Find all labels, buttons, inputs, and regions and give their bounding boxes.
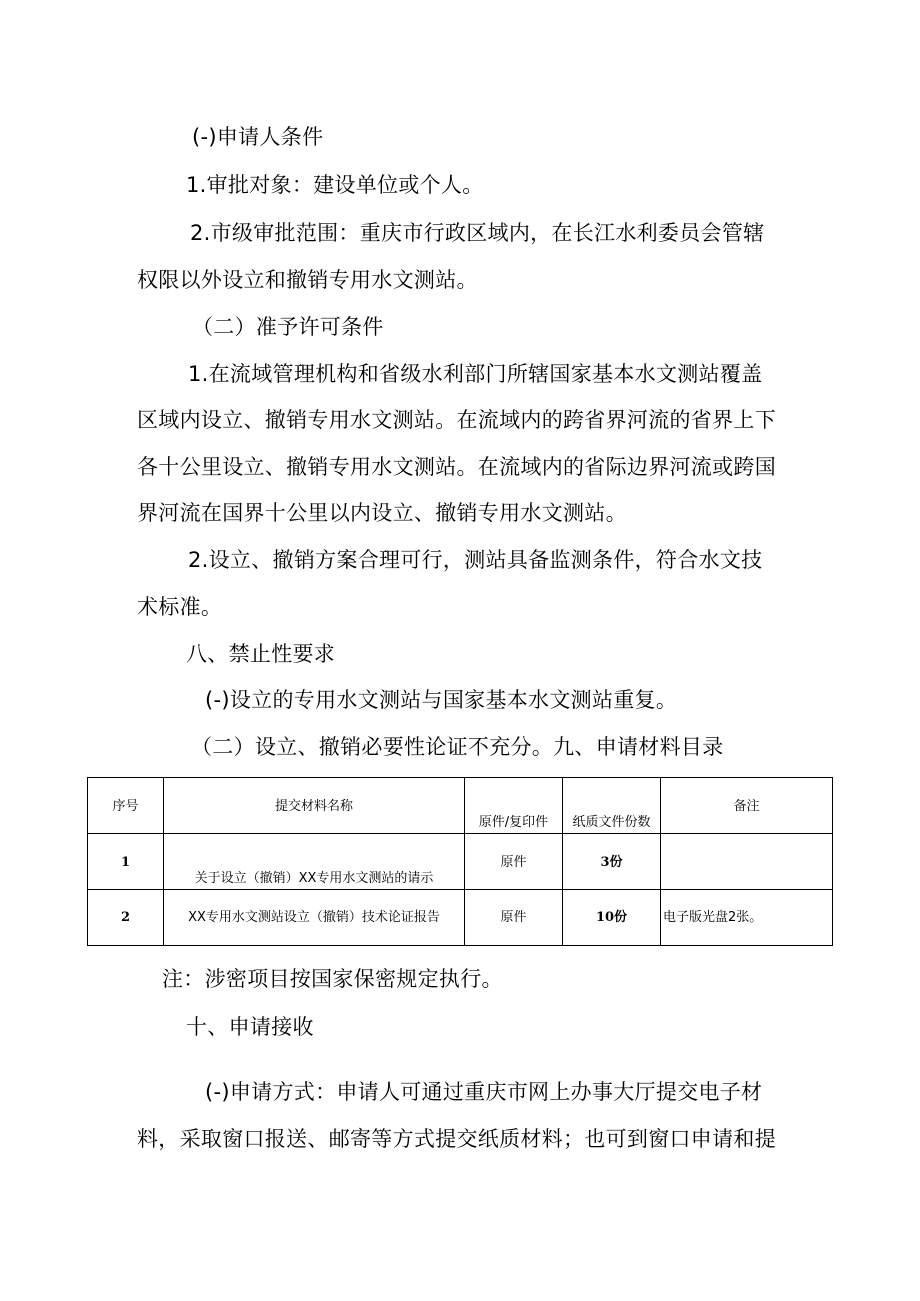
header-notes: 备注 <box>661 778 833 834</box>
cell-notes: 电子版光盘2张。 <box>661 890 833 946</box>
subsection-applicant-conditions: (-)申请人条件 <box>192 125 324 149</box>
header-seq: 序号 <box>88 778 164 834</box>
cell-material-name: XX专用水文测站设立（撤销）技术论证报告 <box>164 890 465 946</box>
header-paper-copies: 纸质文件份数 <box>563 778 661 834</box>
paragraph-condition1-line4: 界河流在国界十公里以内设立、撤销专用水文测站。 <box>137 501 627 525</box>
paragraph-prohibition2: （二）设立、撤销必要性论证不充分。九、申请材料目录 <box>191 735 724 759</box>
table-row <box>88 890 833 946</box>
cell-paper-copies: 10份 <box>563 890 661 946</box>
paragraph-approval-target: 1.审批对象：建设单位或个人。 <box>186 173 484 197</box>
paragraph-application-method-line1: (-)申请方式：申请人可通过重庆市网上办事大厅提交电子材 <box>205 1080 763 1104</box>
paragraph-application-method-line2: 料，采取窗口报送、邮寄等方式提交纸质材料；也可到窗口申请和提 <box>137 1127 776 1151</box>
paragraph-condition1-line3: 各十公里设立、撤销专用水文测站。在流域内的省际边界河流或跨国 <box>137 455 776 479</box>
cell-material-name: 关于设立（撤销）XX专用水文测站的请示 <box>164 834 465 890</box>
cell-notes <box>661 834 833 890</box>
cell-seq: 2 <box>88 890 164 946</box>
table-header-row <box>88 778 833 834</box>
paragraph-prohibition1: (-)设立的专用水文测站与国家基本水文测站重复。 <box>205 688 678 712</box>
paragraph-confidential-note: 注：涉密项目按国家保密规定执行。 <box>162 967 503 991</box>
section-prohibitions: 八、禁止性要求 <box>186 642 336 666</box>
paragraph-approval-scope-line2: 权限以外设立和撤销专用水文测站。 <box>137 268 478 292</box>
header-original-copy: 原件/复印件 <box>465 778 563 834</box>
header-material-name: 提交材料名称 <box>164 778 465 834</box>
materials-table <box>87 777 833 946</box>
paragraph-condition2-line2: 术标准。 <box>137 595 223 619</box>
paragraph-approval-scope-line1: 2.市级审批范围：重庆市行政区域内，在长江水利委员会管辖 <box>190 221 765 245</box>
paragraph-condition1-line1: 1.在流域管理机构和省级水利部门所辖国家基本水文测站覆盖 <box>188 362 763 386</box>
cell-seq: 1 <box>88 834 164 890</box>
table-row <box>88 834 833 890</box>
cell-paper-copies: 3份 <box>563 834 661 890</box>
paragraph-condition2-line1: 2.设立、撤销方案合理可行，测站具备监测条件，符合水文技 <box>188 548 763 572</box>
paragraph-condition1-line2: 区域内设立、撤销专用水文测站。在流域内的跨省界河流的省界上下 <box>137 408 776 432</box>
cell-original-copy: 原件 <box>465 890 563 946</box>
section-application-receipt: 十、申请接收 <box>186 1015 314 1039</box>
subsection-permit-conditions: （二）准予许可条件 <box>192 315 384 339</box>
cell-original-copy: 原件 <box>465 834 563 890</box>
